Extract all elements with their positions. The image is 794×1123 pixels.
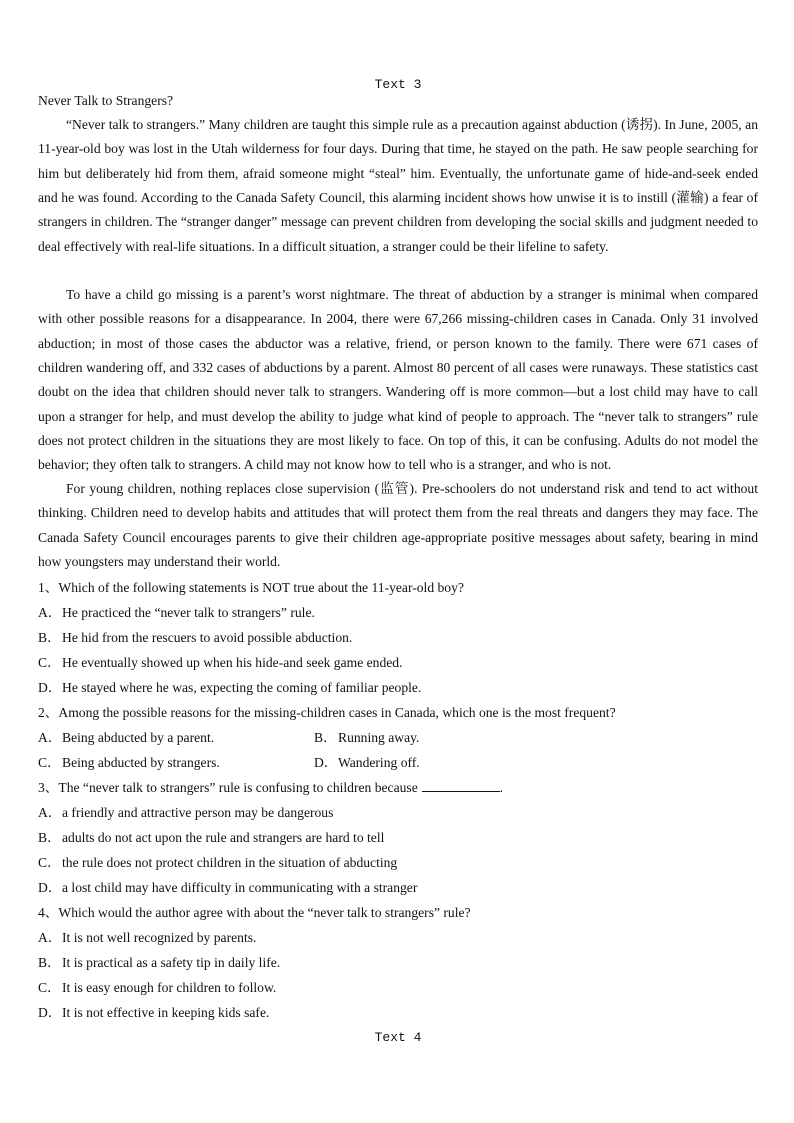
option-b[interactable]: [38, 825, 758, 850]
option-c[interactable]: [38, 750, 220, 775]
option-text: He stayed where he was, expecting the coming of familiar people.: [62, 680, 422, 695]
question-text: Which of the following statements is NOT true about the 11-year-old boy?: [58, 580, 464, 595]
option-text: Running away.: [338, 730, 420, 745]
option-a[interactable]: [38, 800, 758, 825]
option-label: A．: [38, 730, 62, 745]
stem-end-punctuation: .: [499, 780, 504, 795]
option-label: B．: [38, 955, 61, 970]
option-text: It is not effective in keeping kids safe.: [62, 1005, 270, 1020]
option-c[interactable]: [38, 650, 758, 675]
option-label: C．: [38, 755, 61, 770]
option-b[interactable]: [38, 625, 758, 650]
option-text: It is easy enough for children to follow.: [62, 980, 277, 995]
question-text: The “never talk to strangers” rule is confusing to children because: [58, 780, 418, 795]
question-3: [38, 775, 758, 900]
option-a[interactable]: [38, 600, 758, 625]
option-text: It is not well recognized by parents.: [62, 930, 257, 945]
option-d[interactable]: [38, 875, 758, 900]
next-section-heading: Text 4: [374, 1030, 422, 1045]
question-4: [38, 900, 758, 1025]
option-c[interactable]: [38, 850, 758, 875]
question-stem: [38, 775, 758, 800]
option-b[interactable]: [38, 950, 758, 975]
question-stem: [38, 900, 758, 925]
option-c[interactable]: [38, 975, 758, 1000]
option-text: adults do not act upon the rule and strangers are hard to tell: [62, 830, 385, 845]
option-label: C．: [38, 655, 61, 670]
option-a[interactable]: [38, 725, 214, 750]
question-number: 2、: [38, 705, 59, 720]
question-1: [38, 575, 758, 700]
section-heading: Text 3: [374, 77, 422, 92]
paragraph-2: To have a child go missing is a parent’s worst nightmare. The threat of abduction by a stranger is minimal when compared with other possible reasons for a disappearance. In 2004, there were 67,266 missing-children cases in Canada. Only 31 involved abduction; in most of those cases the abductor was a relative, friend, or person known to the family. There were 671 cases of children wandering off, and 332 cases of abductions by a parent. Almost 80 percent of all cases were runaways. These statistics cast doubt on the idea that children should never talk to strangers. Wandering off is more common—but a lost child may have to call upon a stranger for help, and must develop the ability to judge what kind of people to approach. The “never talk to strangers” rule does not protect children in the situations they are most likely to face. On top of this, it can be confusing. Adults do not model the behavior; they often talk to strangers. A child may not know how to tell who is a stranger, and who is not.: [38, 287, 758, 473]
option-label: C．: [38, 980, 61, 995]
option-text: It is practical as a safety tip in daily life.: [62, 955, 281, 970]
question-text: Among the possible reasons for the missing-children cases in Canada, which one is the most frequent?: [58, 705, 616, 720]
option-d[interactable]: [38, 675, 758, 700]
question-number: 4、: [38, 905, 59, 920]
question-text: Which would the author agree with about the “never talk to strangers” rule?: [58, 905, 471, 920]
option-text: a friendly and attractive person may be dangerous: [62, 805, 334, 820]
option-label: B．: [38, 830, 61, 845]
option-text: He eventually showed up when his hide-and seek game ended.: [62, 655, 403, 670]
option-label: A．: [38, 805, 62, 820]
option-label: C．: [38, 855, 61, 870]
option-label: A．: [38, 605, 62, 620]
option-text: Wandering off.: [338, 755, 420, 770]
option-text: Being abducted by strangers.: [62, 755, 220, 770]
option-text: a lost child may have difficulty in communicating with a stranger: [62, 880, 418, 895]
question-stem: [38, 575, 758, 600]
paragraph-1: “Never talk to strangers.” Many children are taught this simple rule as a precaution against abduction (诱拐). In June, 2005, an 11-year-old boy was lost in the Utah wilderness for four days. During that time, he stayed on the path. He saw people searching for him but deliberately hid from them, afraid someone might “steal” him. Eventually, the unfortunate game of hide-and-seek ended and he was found. According to the Canada Safety Council, this alarming incident shows how unwise it is to instill (灌输) a fear of strangers in children. The “stranger danger” message can prevent children from developing the social skills and judgment needed to deal effectively with real-life situations. In a difficult situation, a stranger could be their lifeline to safety.: [38, 117, 758, 254]
option-label: B．: [38, 630, 61, 645]
option-label: D．: [314, 755, 338, 770]
question-2: [38, 700, 758, 775]
option-b[interactable]: [314, 725, 419, 750]
option-a[interactable]: [38, 925, 758, 950]
question-number: 1、: [38, 580, 59, 595]
question-number: 3、: [38, 780, 59, 795]
paragraph-3: For young children, nothing replaces close supervision (监管). Pre-schoolers do not understand risk and tend to act without thinking. Children need to develop habits and attitudes that will protect them from the real threats and dangers they may face. The Canada Safety Council encourages parents to give their children age-appropriate positive messages about safety, bearing in mind how youngsters may understand their world.: [38, 481, 758, 570]
option-label: A．: [38, 930, 62, 945]
option-label: D．: [38, 680, 62, 695]
option-text: the rule does not protect children in the situation of abducting: [62, 855, 398, 870]
answer-blank: [422, 777, 500, 792]
passage-title: Never Talk to Strangers?: [38, 93, 174, 108]
option-label: B．: [314, 730, 337, 745]
option-text: He hid from the rescuers to avoid possible abduction.: [62, 630, 353, 645]
option-d[interactable]: [38, 1000, 758, 1025]
option-text: Being abducted by a parent.: [62, 730, 215, 745]
option-d[interactable]: [314, 750, 420, 775]
option-label: D．: [38, 880, 62, 895]
option-label: D．: [38, 1005, 62, 1020]
question-stem: [38, 700, 758, 725]
option-text: He practiced the “never talk to strangers” rule.: [62, 605, 315, 620]
